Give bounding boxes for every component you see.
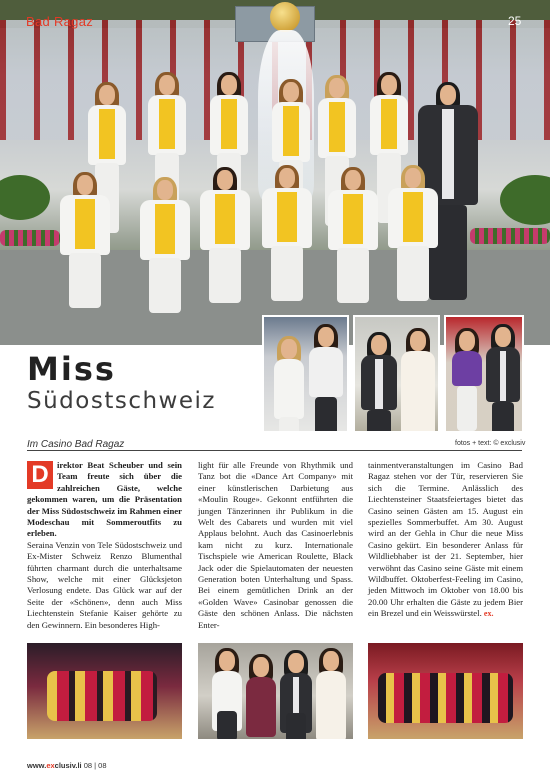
photo-bush [0, 175, 50, 220]
inset-photo-miss-and-director [444, 315, 524, 433]
photo-bush [500, 175, 550, 225]
photo-credit: fotos + text: © exclusiv [455, 440, 526, 447]
photo-model [60, 175, 110, 325]
section-label: Bad Ragaz [26, 14, 94, 29]
photo-golden-ball [270, 2, 300, 32]
photo-flowers [470, 228, 550, 244]
divider [27, 450, 522, 451]
article-column-2: light für alle Freunde von Rhythmik und Tanz bot die «Dance Art Company» mit einer künstlerischen Darbietung aus «Moulin Rouge». Gekonnt entführten die jungen Tänzerinnen ihr Publikum in die Welt des Cabarets und wurden mit viel Applaus belohnt. Auch das Casinoerlebnis kam nicht zu kurz. Internationale Tischspiele wie American Roulette, Black Jack oder die Spielautomaten der neuesten Generation boten Unterhaltung und Spass. Bei einem gemütlichen Drink an der «Golden Wave» Casinobar genossen die Gäste den schönen Anlass. Die nächsten Enter- [198, 460, 353, 630]
article-body: Seraina Venzin von Tele Südostschweiz und Ex-Mister Schweiz Renzo Blumenthal führten charmant durch die unterhaltsame Show, welche mit einer Glücksjeton Verlosung endete. Das Glück war auf der Seite der «Schönen», denn auch Miss Liechtenstein Stefanie Kaiser gehörte zu den Gewinnern. Ein besonderes High- [27, 539, 182, 630]
photo-model [140, 180, 190, 330]
page-footer [27, 761, 107, 770]
photo-model [200, 170, 250, 320]
bottom-photo-guests [198, 643, 353, 739]
bottom-photo-dancers-2 [368, 643, 523, 739]
footer-url-rest: clusiv.li [54, 761, 82, 770]
inset-photo-couple [353, 315, 440, 433]
page-title-subline: Südostschweiz [27, 388, 216, 414]
photo-model [388, 168, 438, 318]
page-number: 25 [508, 14, 522, 28]
bottom-photo-dancers-1 [27, 643, 182, 739]
photo-model [262, 168, 312, 318]
footer-url-prefix: www. [27, 761, 47, 770]
photo-model [328, 170, 378, 320]
article-column-1 [27, 460, 182, 631]
drop-cap: D [27, 461, 53, 489]
article-lead: irektor Beat Scheuber und sein Team freute sich über die zahlreichen Gäste, welche gekommen waren, um die Präsentation der Miss Südostschweiz im Rahmen einer Modeschau mit Sommeroutfits zu erleben. [27, 460, 182, 539]
photo-flowers [0, 230, 60, 246]
page-title: Miss [27, 350, 116, 388]
article-subtitle: Im Casino Bad Ragaz [27, 439, 125, 450]
inset-photo-presenters [262, 315, 349, 433]
article-body: tainmentveranstaltungen im Casino Bad Ragaz stehen vor der Tür, reservieren Sie sich die Termine. Anlässlich des Liechtensteiner Staatsfeiertages bietet das Casino seinen Gästen am 15. August ein spezielles Sommerbuffet. Am 30. August wird an der Gehla in Chur die neue Miss Casino gekürt. Ein besonderer Anlass für Wildliebhaber ist der 21. September, hier verwöhnt das Casino seine Gäste mit einem Wildbuffet. Oktoberfest-Feeling im Casino, jeden Mittwoch im Oktober von 18.00 bis 20.00 Uhr erhalten die Gäste zu jedem Bier ein Brezel und ein Weisswürstel. [368, 460, 523, 619]
hero-photo [0, 0, 550, 345]
footer-url-brand: ex [46, 761, 55, 770]
footer-issue: 08 | 08 [83, 761, 107, 770]
end-mark: ex. [483, 609, 494, 619]
article-column-3 [368, 460, 523, 620]
